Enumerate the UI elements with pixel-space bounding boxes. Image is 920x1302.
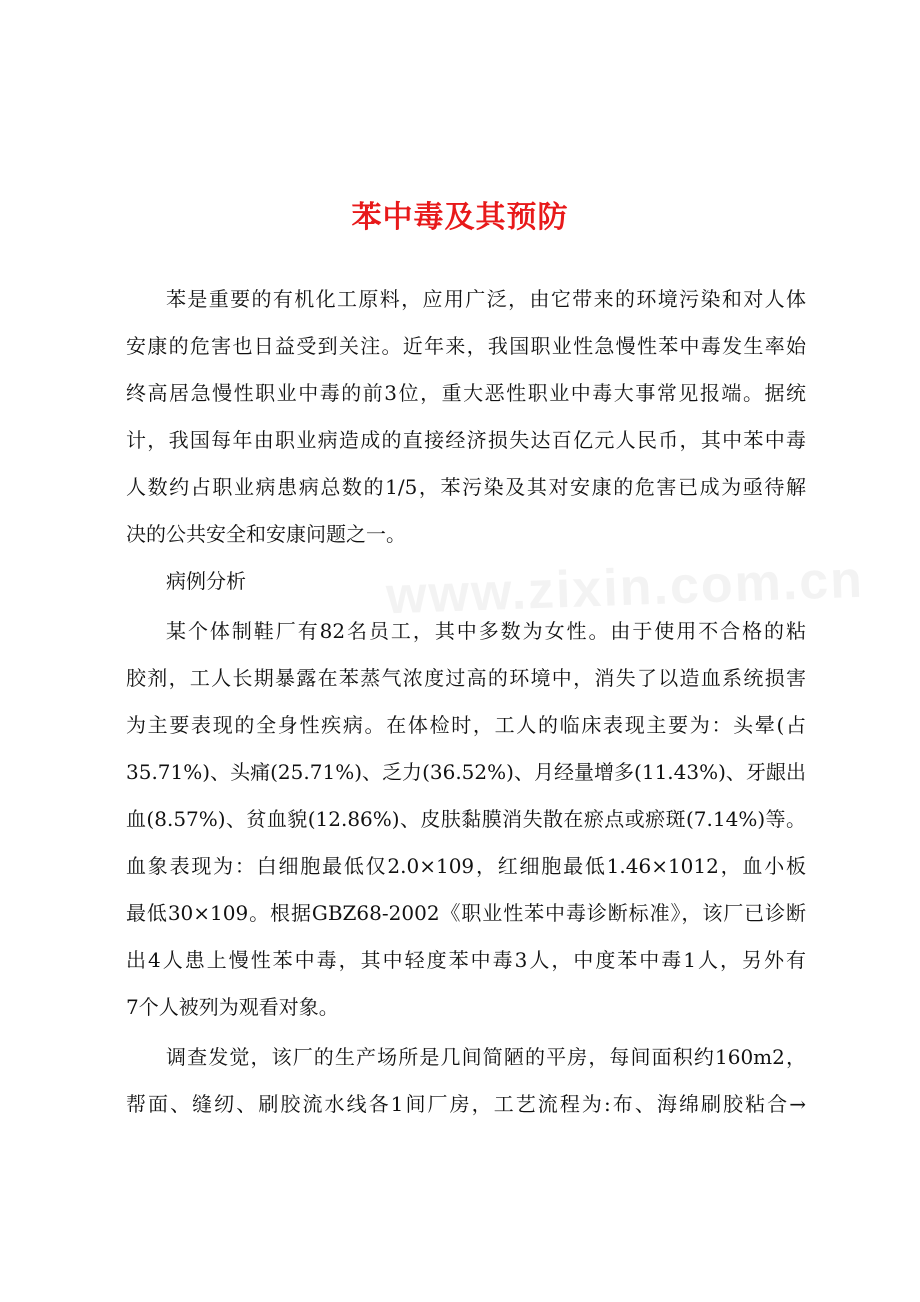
paragraph-line: 血(8.57%)、贫血貌(12.86%)、皮肤黏膜消失散在瘀点或瘀斑(7.14%)等。 (126, 807, 806, 831)
document-title: 苯中毒及其预防 (351, 200, 569, 235)
paragraph-line: 计，我国每年由职业病造成的直接经济损失达百亿元人民币，其中苯中毒 (126, 428, 806, 452)
paragraph-line: 7个人被列为观看对象。 (126, 995, 339, 1019)
paragraph-line: 35.71%)、头痛(25.71%)、乏力(36.52%)、月经量增多(11.43%)、牙龈出 (126, 760, 806, 784)
paragraph-line: 胶剂，工人长期暴露在苯蒸气浓度过高的环境中，消失了以造血系统损害 (126, 666, 806, 690)
paragraph-line: 血象表现为：白细胞最低仅2.0×109，红细胞最低1.46×1012，血小板 (126, 854, 806, 878)
paragraph-line: 决的公共安全和安康问题之一。 (126, 522, 406, 546)
paragraph-line: 调查发觉，该厂的生产场所是几间简陋的平房，每间面积约160m2， (166, 1045, 806, 1069)
paragraph-line: 人数约占职业病患病总数的1/5，苯污染及其对安康的危害已成为亟待解 (126, 475, 806, 499)
paragraph-line: 帮面、缝纫、刷胶流水线各1间厂房，工艺流程为:布、海绵刷胶粘合→ (126, 1092, 806, 1116)
paragraph-line: 苯是重要的有机化工原料，应用广泛，由它带来的环境污染和对人体 (166, 287, 806, 311)
section-heading: 病例分析 (166, 569, 246, 593)
watermark: www.zixin.com.cn (385, 550, 865, 626)
paragraph-line: 某个体制鞋厂有82名员工，其中多数为女性。由于使用不合格的粘 (166, 619, 806, 643)
paragraph-line: 出4人患上慢性苯中毒，其中轻度苯中毒3人，中度苯中毒1人，另外有 (126, 948, 806, 972)
paragraph-line: 安康的危害也日益受到关注。近年来，我国职业性急慢性苯中毒发生率始 (126, 334, 806, 358)
paragraph-line: 为主要表现的全身性疾病。在体检时，工人的临床表现主要为：头晕(占 (126, 713, 806, 737)
paragraph-line: 最低30×109。根据GBZ68-2002《职业性苯中毒诊断标准》，该厂已诊断 (126, 901, 806, 925)
paragraph-line: 终高居急慢性职业中毒的前3位，重大恶性职业中毒大事常见报端。据统 (126, 381, 806, 405)
